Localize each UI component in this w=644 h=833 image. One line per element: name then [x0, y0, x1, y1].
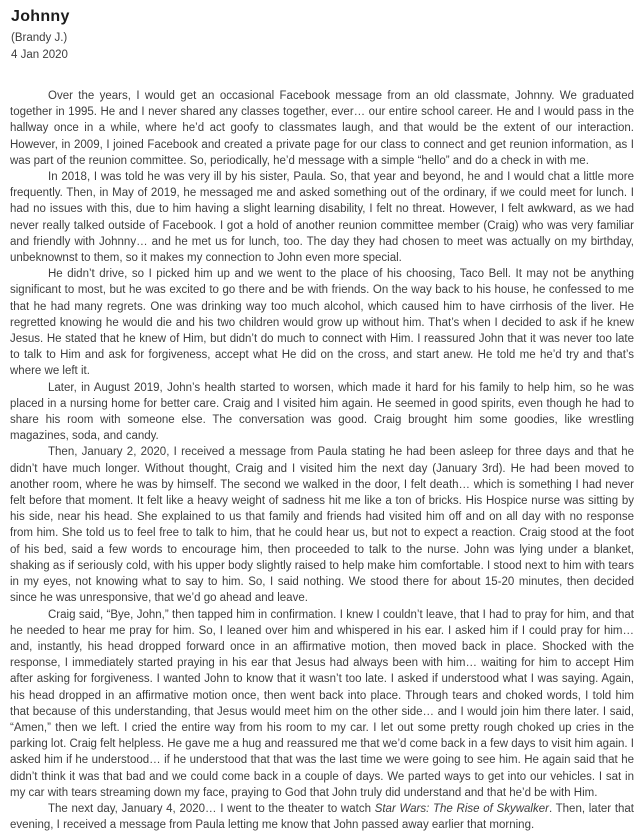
paragraph-nursing-home: Later, in August 2019, John’s health started to worsen, which made it hard for his family to help him, so he was placed in a nursing home for better care. Craig and I visited him again. He seemed in good spirits, even though he had to share his room with someone else. The conversation was good. Craig brought him some goodies, like wrestling magazines, soda, and candy. — [10, 381, 634, 443]
paragraph-taco-bell: He didn’t drive, so I picked him up and we went to the place of his choosing, Taco Bell. It may not be anything significant to most, but he was excited to go there and be with friends. On the way back to his house, he confessed to me that he had many regrets. One was drinking way too much alcohol, which caused him to have cirrhosis of the liver. He regretted knowing he would die and his two children would grow up without him. That’s when I decided to ask if he knew Jesus. He stated that he knew of Him, but didn’t do much to connect with Him. I reassured John that it was never too late to talk to Him and ask for forgiveness, accept what He did on the cross, and start anew. He told me he’d try and that’s where we left it. — [10, 268, 634, 378]
document-body — [10, 88, 634, 833]
document-title: Johnny — [11, 8, 70, 25]
final-paragraph-text-before: The next day, January 4, 2020… I went to the theater to watch — [48, 802, 375, 815]
document-date: 4 Jan 2020 — [11, 49, 68, 61]
document-header — [10, 8, 634, 64]
paragraph-hospice-visit: Then, January 2, 2020, I received a message from Paula stating he had been asleep for three days and that he didn’t have much longer. Without thought, Craig and I visited him the next day (January 3rd). He had been moved to another room, where he was by himself. The second we walked in the door, I felt death… which is something I had never felt before that moment. It felt like a heavy weight of sadness hit me like a ton of bricks. His Hospice nurse was sitting by his side, near his head. She explained to us that family and friends had visited him off and on all day with no response from him. She told us to feel free to talk to him, that he could hear us, but not to expect a reaction. Craig stood at the foot of his bed, said a few words to encourage him, then proceeded to talk to the nurse. John was lying under a blanket, shaking as if seriously cold, with his upper body slightly raised to help make him comfortable. I stood next to him with tears in my eyes, not knowing what to say to him. So, I said nothing. We stood there for about 15-20 minutes, then decided since he was unresponsive, that we’d go ahead and leave. — [10, 446, 634, 605]
movie-title-italic: Star Wars: The Rise of Skywalker — [374, 802, 549, 815]
paragraph-lunch-invitation: In 2018, I was told he was very ill by his sister, Paula. So, that year and beyond, he and I would chat a little more frequently. Then, in May of 2019, he messaged me and asked something out of the ordinary, if we could meet for lunch. I had no issues with this, due to him having a slight learning disability, I felt no threat. However, I felt awkward, as we had never really talked outside of Facebook. I got a hold of another reunion committee member (Craig) who was very familiar and friendly with Johnny… and he met us for lunch, too. The day they had chosen to meet was actually on my birthday, unbeknownst to them, so it makes my connection to John even more special. — [10, 171, 634, 265]
paragraph-final — [10, 801, 634, 833]
paragraph-facebook-messages: Over the years, I would get an occasional Facebook message from an old classmate, Johnny. We graduated together in 1995. He and I never shared any classes together, ever… our entire school career. He and I would pass in the hallway once in a while, where he’d act goofy to classmates laugh, and that would be the extent of our interaction. However, in 2009, I joined Facebook and created a private page for our class to connect and get reunion information, as I was part of the reunion committee. So, periodically, he’d message with a simple “hello” and do a check in with me. — [10, 90, 634, 167]
paragraph-prayer-goodbye: Craig said, “Bye, John,” then tapped him in confirmation. I knew I couldn’t leave, that I had to pray for him, and that he needed to hear me pray for him. So, I leaned over him and whispered in his ear. I asked him if I could pray for him… and, instantly, his head dropped forward once in an affirmative motion, then moved back in place. Shocked with the response, I immediately started praying in his ear that Jesus had always been with him… waiting for him to accept Him after asking for forgiveness. I wanted John to know that it wasn’t too late. I asked if understood what I was saying. Again, his head dropped in an affirmative motion once, then went back into place. Through tears and choked words, I told him that because of this understanding, that Jesus would meet him on the other side… and I would join him there later. I said, “Amen,” then we left. I cried the entire way from his room to my car. I let out some pretty rough choked up cries in the parking lot. Craig felt helpless. He gave me a hug and reassured me that we’d come back in a few days to visit him again. I asked him if he understood… if he understood that that was the last time we were going to see him. He again said that he didn’t think it was that bad and we could come back in a couple of days. We parted ways to get into our vehicles. I sat in my car with tears streaming down my face, praying to God that John truly did understand and that he’d be with Him. — [10, 608, 634, 799]
final-paragraph-text-after: . Then, later that evening, I received a message from Paula letting me know that John passed away earlier that morning. — [10, 802, 634, 832]
document-author: (Brandy J.) — [11, 32, 68, 44]
